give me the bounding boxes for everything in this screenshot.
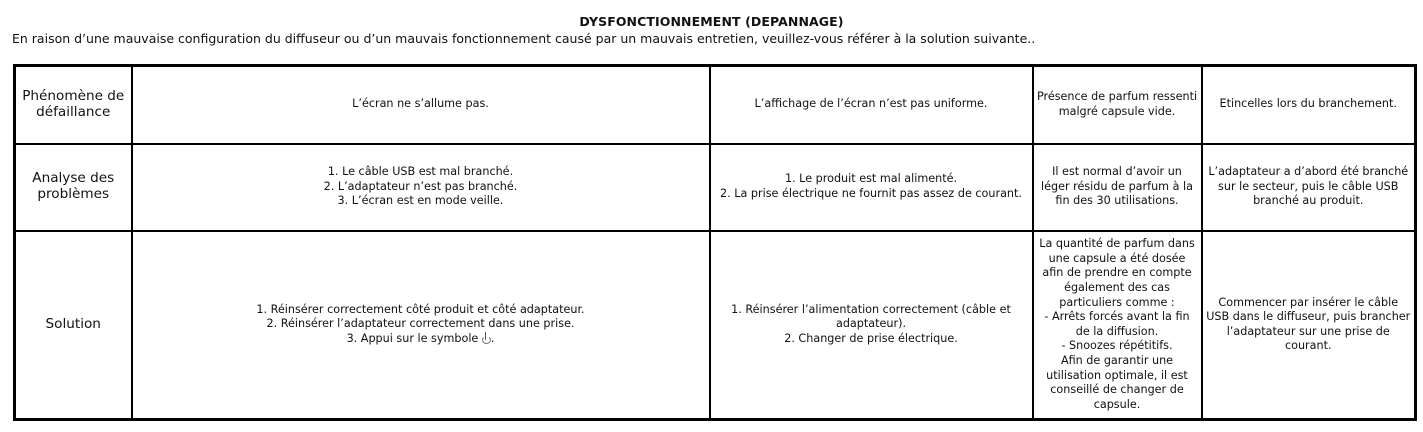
solution-line-suffix: . (490, 332, 495, 346)
solution-line: 2. Changer de prise électrique. (784, 332, 958, 346)
phenomenon-cell-1: L’écran ne s’allume pas. (132, 66, 710, 144)
analysis-line: 1. Le câble USB est mal branché. (327, 165, 514, 179)
solution-cell-1 (132, 231, 710, 420)
solution-cell-2 (710, 231, 1033, 420)
analysis-line: 2. La prise électrique ne fournit pas assez de courant. (720, 187, 1022, 200)
power-symbol-icon (482, 332, 491, 343)
solution-line (136, 332, 706, 347)
phenomenon-cell-4: Etincelles lors du branchement. (1202, 66, 1416, 144)
solution-line: 2. Réinsérer l’adaptateur correctement dans une prise. (266, 317, 575, 331)
intro-text: En raison d’une mauvaise configuration du diffuseur ou d’un mauvais fonctionnement causé par un mauvais entretien, veuillez-vous référer à la solution suivante.. (12, 31, 1036, 46)
page-title: DYSFONCTIONNEMENT (DEPANNAGE) (579, 14, 844, 29)
table-row-analysis (15, 144, 1416, 231)
analysis-cell-2 (710, 144, 1033, 231)
solution-line-prefix: 3. Appui sur le symbole (346, 332, 479, 346)
solution-line: La quantité de parfum dans une capsule a été dosée afin de prendre en compte également des cas particuliers comme : (1039, 237, 1195, 309)
row-header-solution: Solution (15, 231, 132, 420)
solution-cell-3 (1033, 231, 1202, 420)
analysis-line: 1. Le produit est mal alimenté. (784, 172, 958, 186)
analysis-line: 2. L’adaptateur n’est pas branché. (323, 179, 518, 193)
table-row-solution (15, 231, 1416, 420)
analysis-line: 3. L’écran est en mode veille. (337, 194, 504, 208)
analysis-cell-4: L’adaptateur a d’abord été branché sur le secteur, puis le câble USB branché au produit. (1202, 144, 1416, 231)
table-row-phenomena (15, 66, 1416, 144)
solution-line: Afin de garantir une utilisation optimale, il est conseillé de changer de capsule. (1046, 353, 1188, 411)
row-header-analysis: Analyse des problèmes (15, 144, 132, 231)
solution-line: 1. Réinsérer correctement côté produit et côté adaptateur. (256, 302, 585, 316)
phenomenon-cell-3: Présence de parfum ressenti malgré capsule vide. (1033, 66, 1202, 144)
phenomenon-cell-2: L’affichage de l’écran n’est pas uniforme. (710, 66, 1033, 144)
troubleshooting-table (13, 64, 1417, 421)
solution-line: - Arrêts forcés avant la fin de la diffusion. (1044, 310, 1190, 338)
analysis-cell-3: Il est normal d’avoir un léger résidu de parfum à la fin des 30 utilisations. (1033, 144, 1202, 231)
solution-cell-4: Commencer par insérer le câble USB dans le diffuseur, puis brancher l’adaptateur sur une prise de courant. (1202, 231, 1416, 420)
solution-line: - Snoozes répétitifs. (1061, 339, 1173, 353)
solution-line: 1. Réinsérer l’alimentation correctement (câble et adaptateur). (731, 302, 1011, 331)
row-header-phenomena: Phénomène de défaillance (15, 66, 132, 144)
analysis-cell-1 (132, 144, 710, 231)
